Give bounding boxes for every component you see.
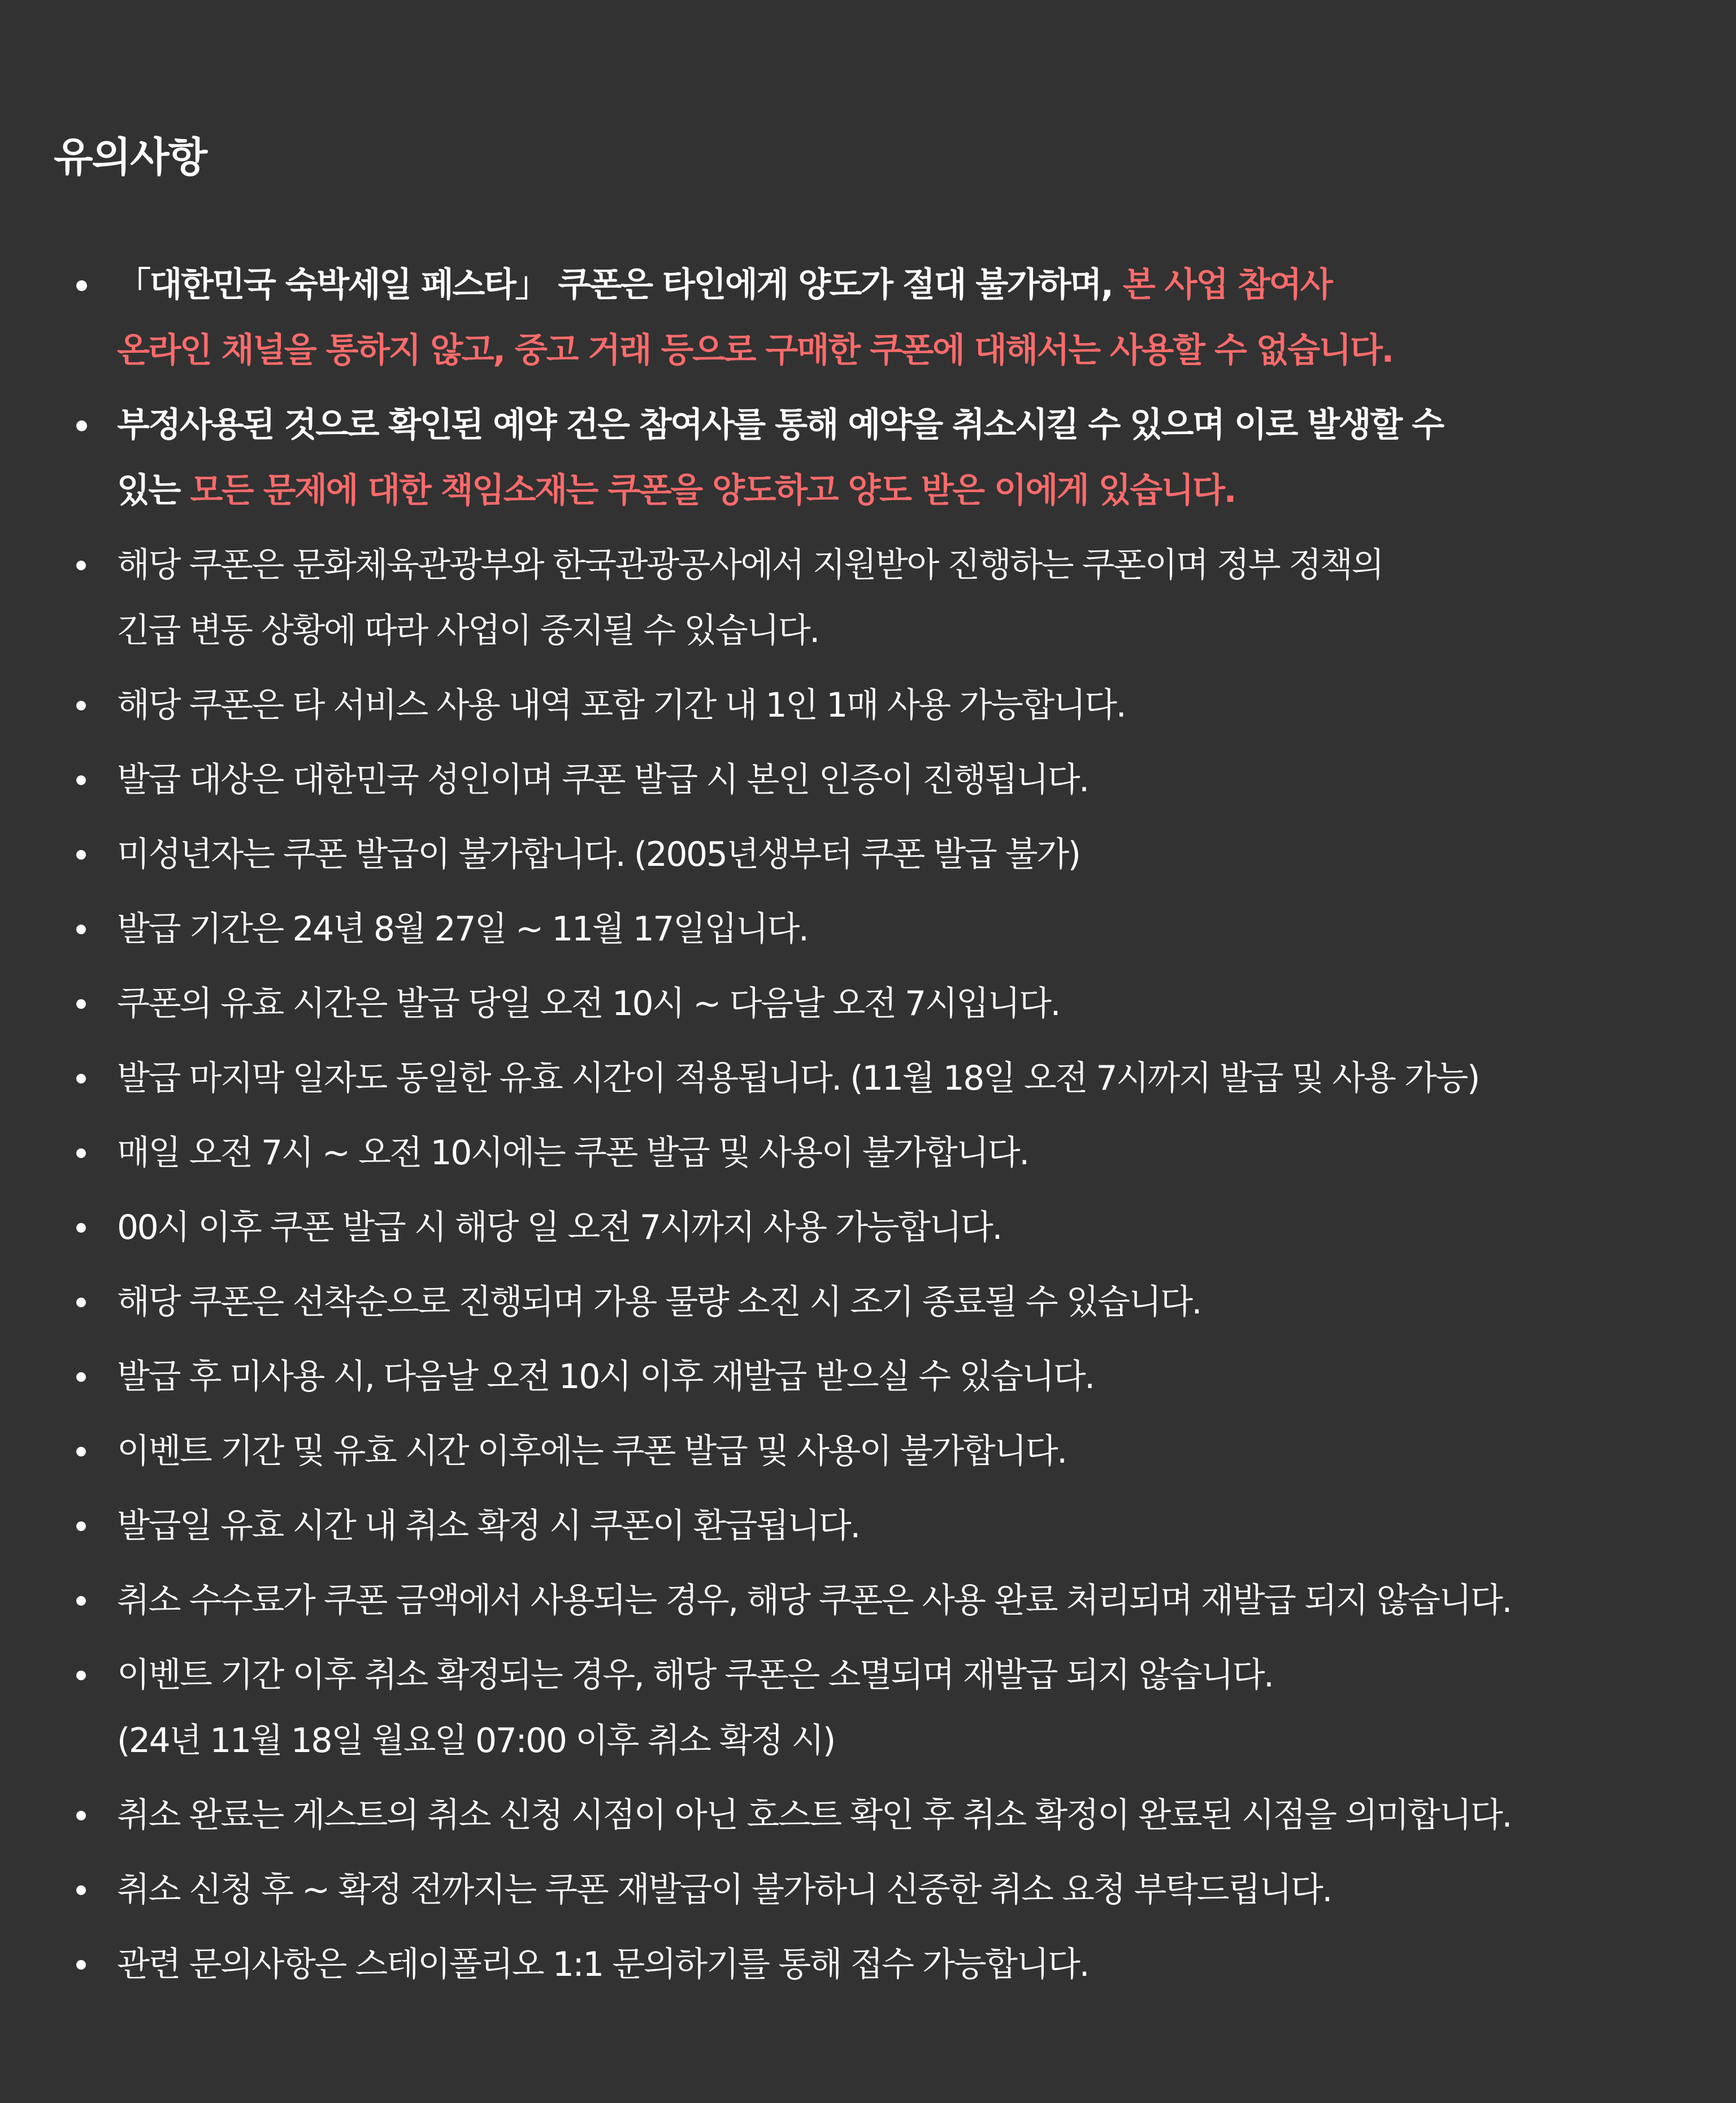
notice-text: 취소 완료는 게스트의 취소 신청 시점이 아닌 호스트 확인 후 취소 확정이 완료된 시점을 의미합니다. xyxy=(117,1796,1511,1835)
notice-item xyxy=(54,673,1736,738)
bullet-dot xyxy=(76,1148,86,1158)
bullet-dot xyxy=(76,1596,86,1606)
bullet-dot xyxy=(76,561,86,570)
notice-text: 긴급 변동 상황에 따라 사업이 중지될 수 있습니다. xyxy=(117,611,819,651)
notice-text: 매일 오전 7시 ~ 오전 10시에는 쿠폰 발급 및 사용이 불가합니다. xyxy=(117,1133,1028,1173)
notice-line xyxy=(117,252,1736,318)
notice-text: 이벤트 기간 이후 취소 확정되는 경우, 해당 쿠폰은 소멸되며 재발급 되지 않습니다. xyxy=(117,1655,1273,1695)
notice-item xyxy=(54,1120,1736,1186)
notice-text: 발급 대상은 대한민국 성인이며 쿠폰 발급 시 본인 인증이 진행됩니다. xyxy=(117,760,1088,800)
notice-item xyxy=(54,1568,1736,1633)
notice-highlight: 모든 문제에 대한 책임소재는 쿠폰을 양도하고 양도 받은 이에게 있습니다. xyxy=(190,471,1235,510)
notice-text: 미성년자는 쿠폰 발급이 불가합니다. (2005년생부터 쿠폰 발급 불가) xyxy=(117,835,1080,874)
notice-text: 부정사용된 것으로 확인된 예약 건은 참여사를 통해 예약을 취소시킬 수 있으며 이로 발생할 수 xyxy=(117,405,1443,445)
bullet-dot xyxy=(76,1447,86,1456)
notice-text: 관련 문의사항은 스테이폴리오 1:1 문의하기를 통해 접수 가능합니다. xyxy=(117,1945,1089,1984)
notice-item xyxy=(54,971,1736,1037)
notice-text: 발급 기간은 24년 8월 27일 ~ 11월 17일입니다. xyxy=(117,909,808,949)
notice-item xyxy=(54,1783,1736,1848)
notice-text: 해당 쿠폰은 선착순으로 진행되며 가용 물량 소진 시 조기 종료될 수 있습니다. xyxy=(117,1282,1201,1322)
notice-text: 발급일 유효 시간 내 취소 확정 시 쿠폰이 환급됩니다. xyxy=(117,1506,860,1546)
bullet-dot xyxy=(76,1671,86,1680)
notice-item xyxy=(54,1932,1736,1997)
notice-item xyxy=(54,1344,1736,1410)
notice-text: 발급 마지막 일자도 동일한 유효 시간이 적용됩니다. (11월 18일 오전 7시까지 발급 및 사용 가능) xyxy=(117,1059,1479,1098)
notice-text: 이벤트 기간 및 유효 시간 이후에는 쿠폰 발급 및 사용이 불가합니다. xyxy=(117,1432,1066,1471)
notice-item xyxy=(54,1857,1736,1923)
notice-line xyxy=(117,458,1736,523)
notice-text: 취소 신청 후 ~ 확정 전까지는 쿠폰 재발급이 불가하니 신중한 취소 요청 부탁드립니다. xyxy=(117,1870,1331,1910)
notice-text: 00시 이후 쿠폰 발급 시 해당 일 오전 7시까지 사용 가능합니다. xyxy=(117,1208,1001,1247)
notice-text: 쿠폰의 유효 시간은 발급 당일 오전 10시 ~ 다음날 오전 7시입니다. xyxy=(117,984,1060,1024)
notice-item xyxy=(54,822,1736,887)
notice-item-transfer xyxy=(54,252,1736,383)
notice-item xyxy=(54,1269,1736,1335)
notice-item xyxy=(54,1493,1736,1559)
notice-text: 발급 후 미사용 시, 다음날 오전 10시 이후 재발급 받으실 수 있습니다. xyxy=(117,1357,1094,1397)
notice-item xyxy=(54,532,1736,664)
notice-text: 있는 xyxy=(117,471,190,510)
notice-text: 해당 쿠폰은 타 서비스 사용 내역 포함 기간 내 1인 1매 사용 가능합니다. xyxy=(117,686,1126,725)
notice-item xyxy=(54,896,1736,962)
bullet-dot xyxy=(76,1223,86,1233)
notice-title: 유의사항 xyxy=(54,133,207,181)
notice-item xyxy=(54,1642,1736,1774)
notice-item xyxy=(54,747,1736,813)
bullet-dot xyxy=(76,925,86,934)
bullet-dot xyxy=(76,280,87,291)
bullet-dot xyxy=(76,1298,86,1307)
bullet-dot xyxy=(76,775,86,785)
notice-highlight: 온라인 채널을 통하지 않고, 중고 거래 등으로 구매한 쿠폰에 대해서는 사용할 수 없습니다. xyxy=(117,331,1393,370)
notice-highlight: 본 사업 참여사 xyxy=(1122,265,1332,305)
notice-text: (24년 11월 18일 월요일 07:00 이후 취소 확정 시) xyxy=(117,1721,835,1761)
notice-item-misuse xyxy=(54,392,1736,523)
bullet-dot xyxy=(76,1372,86,1382)
bullet-dot xyxy=(76,701,86,710)
bullet-dot xyxy=(76,1811,86,1820)
bullet-dot xyxy=(76,850,86,860)
notice-text: 해당 쿠폰은 문화체육관광부와 한국관광공사에서 지원받아 진행하는 쿠폰이며 정부 정책의 xyxy=(117,545,1383,585)
notice-item xyxy=(54,1046,1736,1111)
notice-list xyxy=(54,252,1736,1997)
bullet-dot xyxy=(76,1960,86,1970)
bullet-dot xyxy=(76,999,86,1009)
notice-item xyxy=(54,1419,1736,1484)
bullet-dot xyxy=(76,1521,86,1531)
notice-text: 취소 수수료가 쿠폰 금액에서 사용되는 경우, 해당 쿠폰은 사용 완료 처리되며 재발급 되지 않습니다. xyxy=(117,1581,1511,1620)
notice-text: 「대한민국 숙박세일 페스타」 쿠폰은 타인에게 양도가 절대 불가하며, xyxy=(117,265,1123,305)
bullet-dot xyxy=(76,1885,86,1895)
notice-item xyxy=(54,1195,1736,1260)
bullet-dot xyxy=(76,420,87,431)
bullet-dot xyxy=(76,1074,86,1083)
